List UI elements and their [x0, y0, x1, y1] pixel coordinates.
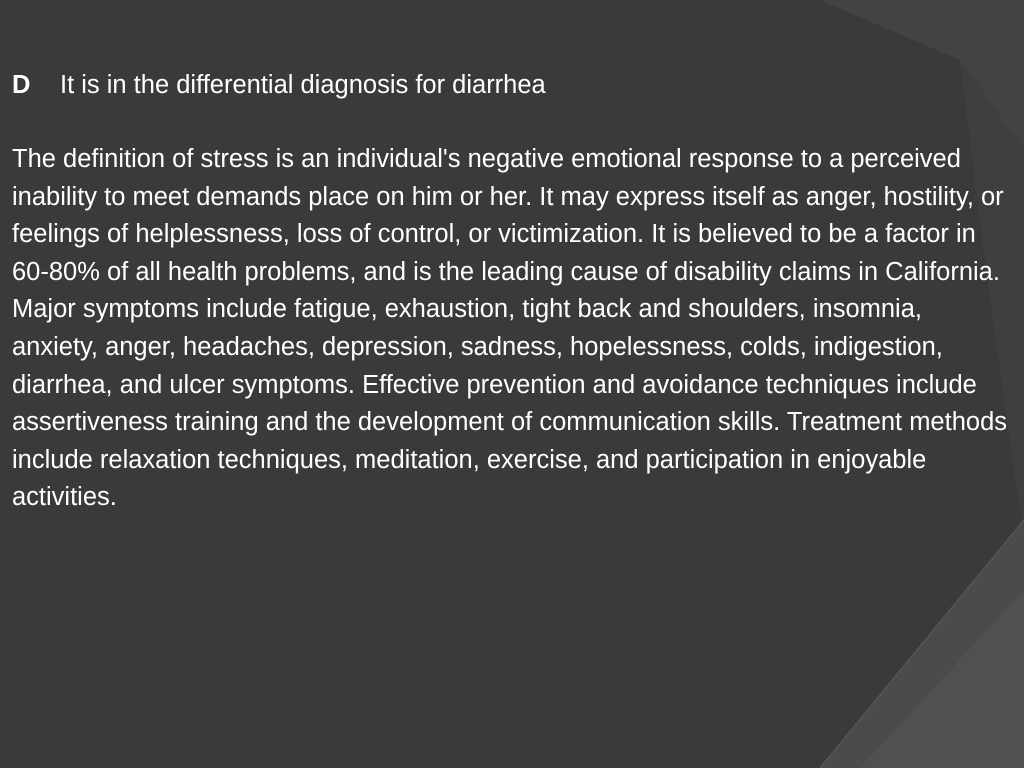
answer-text: It is in the differential diagnosis for diarrhea [60, 71, 546, 99]
answer-line [12, 68, 546, 102]
explanation-paragraph: The definition of stress is an individual's negative emotional response to a perceived inability to meet demands place on him or her. It may express itself as anger, hostility, or feelings of helplessness, loss of control, or victimization. It is believed to be a factor in 60-80% of all health problems, and is the leading cause of disability claims in California. Major symptoms include fatigue, exhaustion, tight back and shoulders, insomnia, anxiety, anger, headaches, depression, sadness, hopelessness, colds, indigestion, diarrhea, and ulcer symptoms. Effective prevention and avoidance techniques include assertiveness training and the development of communication skills. Treatment methods include relaxation techniques, meditation, exercise, and participation in enjoyable activities. [12, 145, 1007, 512]
answer-letter: D [12, 71, 31, 99]
